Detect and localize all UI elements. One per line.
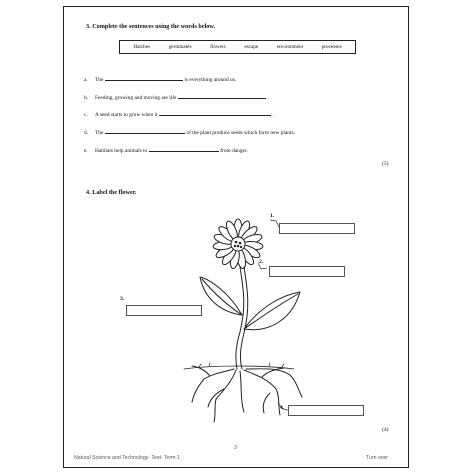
word-bank-item: processes [321, 44, 342, 50]
question-4-title: 4. Label the flower. [86, 189, 137, 196]
word-bank-item: escape [244, 44, 259, 50]
flower-diagram [64, 7, 410, 469]
label-3-number: 3. [120, 296, 125, 302]
sentence-text: Habitats help animals to [95, 148, 148, 154]
sentence-letter: d. [84, 130, 89, 136]
sentence-text: . [272, 112, 274, 118]
word-bank-item: Hatches [133, 44, 151, 50]
label-2-box[interactable] [269, 266, 345, 277]
footer-subject: Natural Science and Technology- Test- Term 1 [74, 455, 180, 461]
flower-leaf-left [200, 277, 242, 315]
sentence-text: Feeding, growing and moving are life [95, 95, 177, 101]
sentence-letter: a. [84, 77, 88, 83]
sentence-letter: b. [84, 95, 89, 101]
sentence-text: The [95, 130, 104, 136]
page-number: 3 [234, 445, 237, 451]
sentence-text: . [267, 95, 269, 101]
sentence-letter: e. [84, 148, 88, 154]
flower-stem [236, 267, 244, 369]
label-2-number: 2. [259, 259, 264, 265]
sentence-letter: c. [84, 112, 88, 118]
label-4-box[interactable] [288, 405, 364, 416]
question-4-marks: (4) [382, 427, 389, 433]
label-4-number: 4. [280, 405, 285, 411]
sentence-text: from danger. [220, 148, 248, 154]
question-3-title: 3. Complete the sentences using the words below. [86, 23, 216, 30]
word-bank-item: flowers [210, 44, 226, 50]
sentence-text: A seed starts to grow when it [95, 112, 158, 118]
question-3-marks: (5) [382, 161, 389, 167]
sentence-text: of the plant produce seeds which form new plants. [186, 130, 295, 136]
flower-petals [213, 219, 264, 269]
sentence-text: is everything around us. [184, 77, 237, 83]
label-1-number: 1. [270, 213, 275, 219]
flower-stem-edge [240, 267, 247, 369]
worksheet-page [63, 6, 409, 468]
sentence-text: The [95, 77, 104, 83]
word-bank-item: germinates [168, 44, 192, 50]
label-3-box[interactable] [126, 305, 202, 316]
word-bank-item: environment [276, 44, 304, 50]
footer-turn-over: Turn over [366, 455, 389, 461]
label-1-box[interactable] [279, 223, 355, 234]
